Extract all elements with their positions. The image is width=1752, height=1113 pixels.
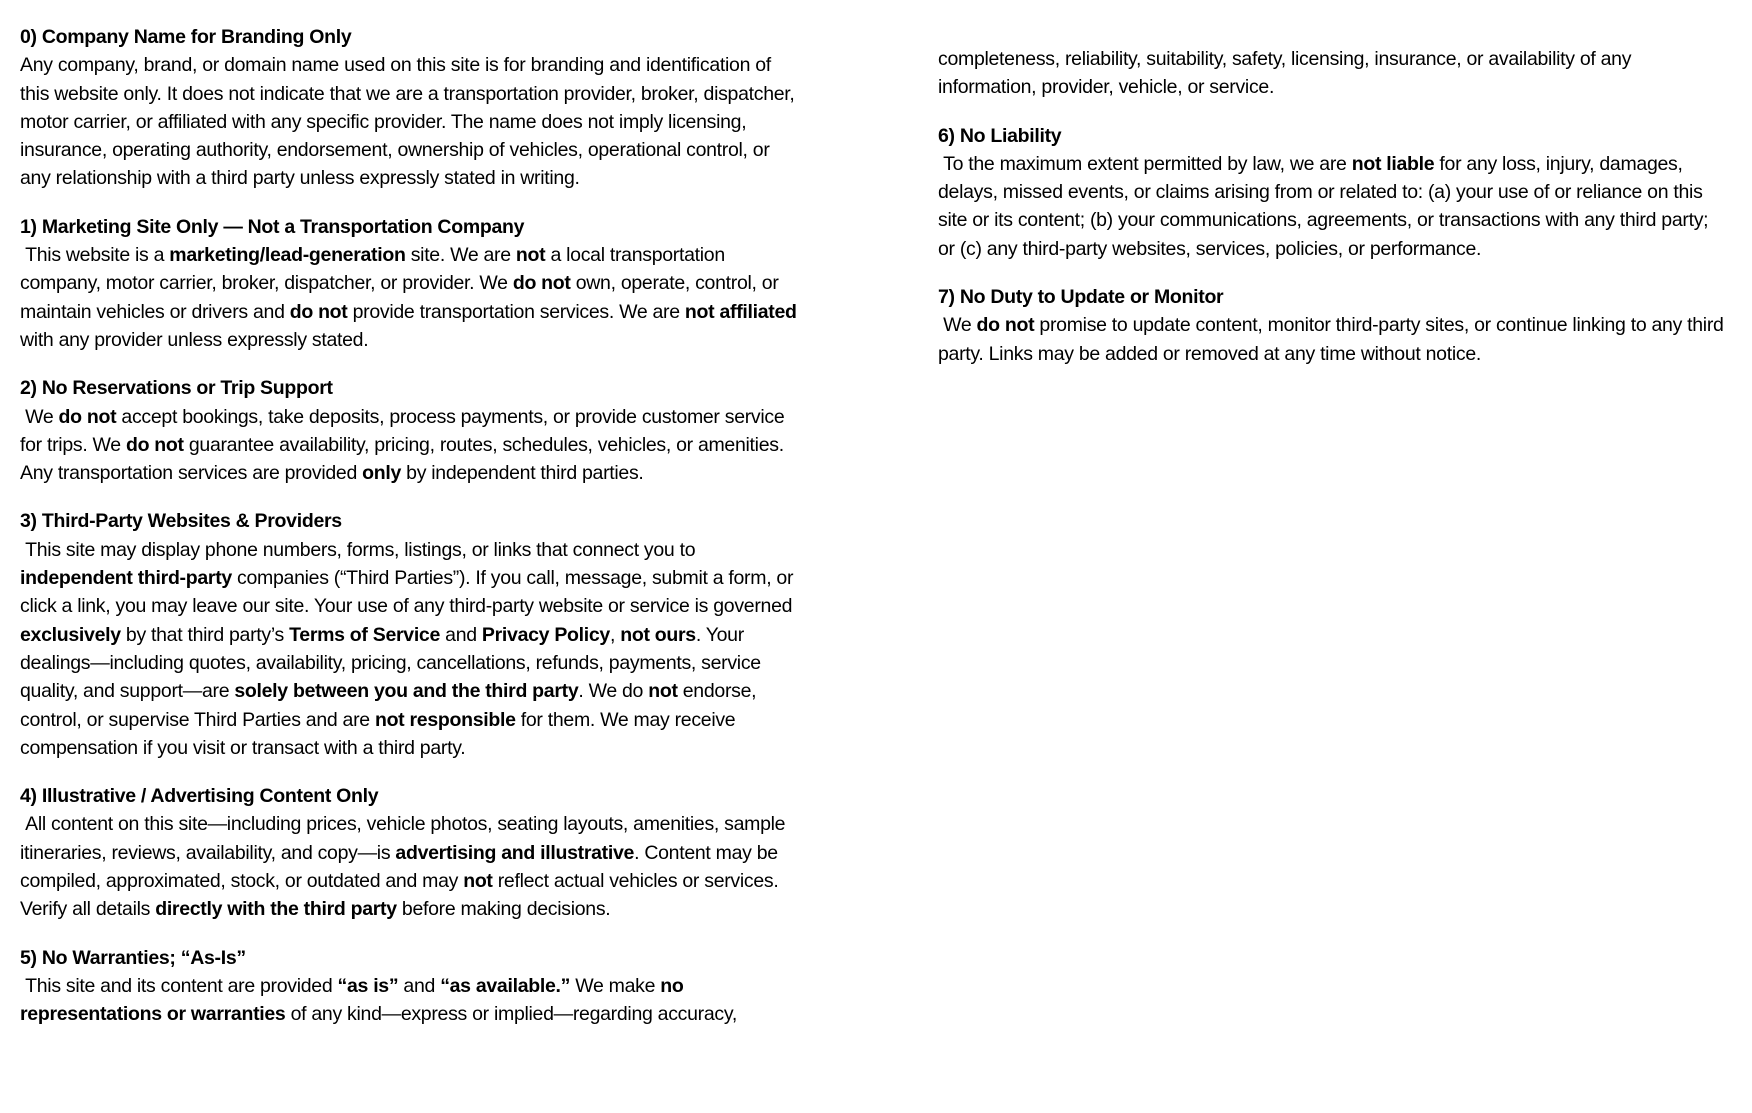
section-body: This site may display phone numbers, forms, listings, or links that connect you to independent third-party companies (“Third Parties”). If you call, message, submit a form, or click a link, you may leave our site. Your use of any third-party website or service is governed exclusively by that third party’s Terms of Service and Privacy Policy, not ours. Your dealings—including quotes, availability, pricing, cancellations, refunds, payments, service quality, and support—are solely between you and the third party. We do not endorse, control, or supervise Third Parties and are not responsible for them. We may receive compensation if you visit or transact with a third party. bbox=[20, 538, 799, 759]
continuation-paragraph: completeness, reliability, suitability, safety, licensing, insurance, or availability of any information, provider, vehicle, or service. bbox=[938, 48, 1637, 99]
section-heading: 2) No Reservations or Trip Support bbox=[20, 377, 333, 400]
section-body: All content on this site—including prices, vehicle photos, seating layouts, amenities, sample itineraries, reviews, availability, and copy—is advertising and illustrative. Content may be compiled, approximated, stock, or outdated and may not reflect actual vehicles or services. Verify all details directly with the third party before making decisions. bbox=[20, 813, 791, 921]
section-heading: 7) No Duty to Update or Monitor bbox=[938, 286, 1224, 309]
section-body: Any company, brand, or domain name used on this site is for branding and identification of this website only. It does not indicate that we are a transportation provider, broker, dispatcher, motor carrier, or affiliated with any specific provider. The name does not imply licensing, insurance, operating authority, endorsement, ownership of vehicles, operational control, or any relationship with a third party unless expressly stated in writing. bbox=[20, 54, 800, 190]
disclaimer-section-0 bbox=[20, 23, 802, 193]
column-right bbox=[938, 23, 1728, 1113]
section-heading: 6) No Liability bbox=[938, 124, 1062, 147]
section-heading: 3) Third-Party Websites & Providers bbox=[20, 510, 342, 533]
section-heading: 0) Company Name for Branding Only bbox=[20, 26, 352, 48]
section-body: This website is a marketing/lead-generation site. We are not a local transportation company, motor carrier, broker, dispatcher, or provider. We do not own, operate, control, or maintain vehicles or drivers and do not provide transportation services. We are not affiliated with any provider unless expressly stated. bbox=[20, 244, 802, 351]
disclaimer-section-1 bbox=[20, 213, 802, 354]
section-heading: 1) Marketing Site Only — Not a Transportation Company bbox=[20, 215, 525, 238]
section-body: We do not promise to update content, monitor third-party sites, or continue linking to any third party. Links may be added or removed at any time without notice. bbox=[938, 314, 1729, 365]
section-heading: 5) No Warranties; “As-Is” bbox=[20, 946, 246, 969]
disclaimer-section-2 bbox=[20, 374, 802, 487]
section-body: To the maximum extent permitted by law, we are not liable for any loss, injury, damages, delays, missed events, or claims arising from or related to: (a) your use of or reliance on this site or its content; (b) your communications, agreements, or transactions with any third party; or (c) any third-party websites, services, policies, or performance. bbox=[938, 152, 1714, 260]
section-heading: 4) Illustrative / Advertising Content Only bbox=[20, 785, 379, 808]
disclaimer-section-3 bbox=[20, 507, 802, 762]
disclaimer-section-7 bbox=[938, 283, 1728, 368]
section-body: This site and its content are provided “as is” and “as available.” We make no representations or warranties of any kind—express or implied—regarding accuracy, bbox=[20, 974, 737, 1026]
section-body: We do not accept bookings, take deposits, process payments, or provide customer service for trips. We do not guarantee availability, pricing, routes, schedules, vehicles, or amenities. Any transportation services are provided only by independent third parties. bbox=[20, 405, 790, 485]
disclaimer-section-5-continuation bbox=[938, 45, 1728, 102]
column-left bbox=[20, 23, 802, 1113]
disclaimer-section-6 bbox=[938, 122, 1728, 263]
disclaimer-section-5 bbox=[20, 944, 802, 1029]
disclaimer-section-4 bbox=[20, 782, 802, 923]
